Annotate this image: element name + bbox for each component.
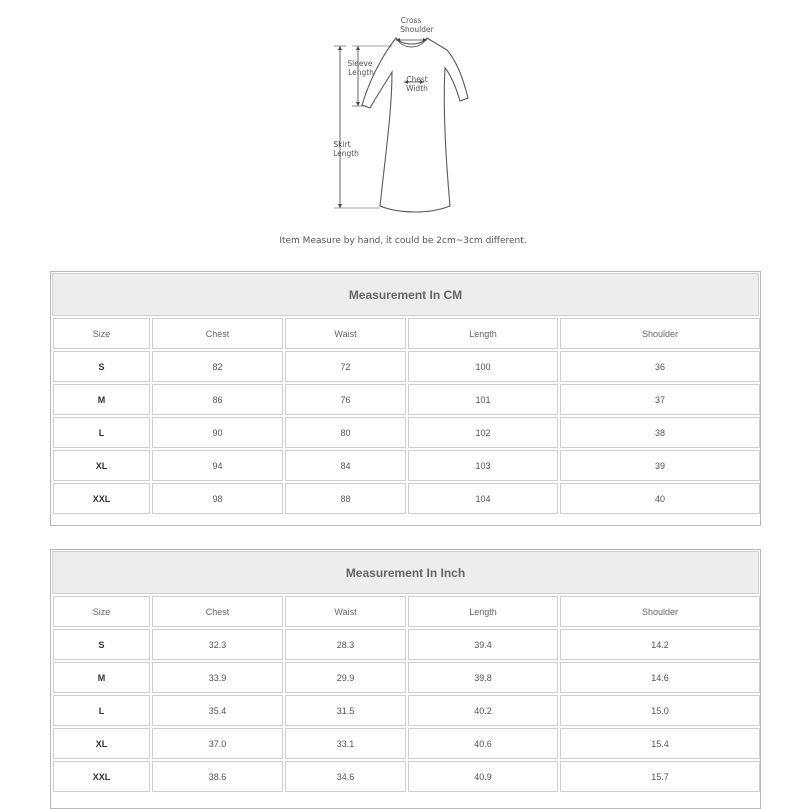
column-header: Shoulder bbox=[560, 596, 760, 627]
waist-cell: 84 bbox=[285, 450, 406, 481]
length-cell: 39.8 bbox=[408, 662, 558, 693]
size-cell: XXL bbox=[53, 483, 150, 514]
length-cell: 39.4 bbox=[408, 629, 558, 660]
label-cross-shoulder-1: Cross bbox=[400, 16, 422, 25]
dress-outline bbox=[362, 38, 468, 212]
chest-cell: 98 bbox=[152, 483, 283, 514]
waist-cell: 76 bbox=[285, 384, 406, 415]
label-skirt-length-2: Length bbox=[333, 149, 359, 158]
size-cell: L bbox=[53, 417, 150, 448]
inch-table-title: Measurement In Inch bbox=[52, 551, 759, 594]
shoulder-cell: 37 bbox=[560, 384, 760, 415]
shoulder-cell: 15.4 bbox=[560, 728, 760, 759]
waist-cell: 29.9 bbox=[285, 662, 406, 693]
shoulder-cell: 14.2 bbox=[560, 629, 760, 660]
waist-cell: 34.6 bbox=[285, 761, 406, 792]
table-row bbox=[53, 629, 760, 660]
waist-cell: 31.5 bbox=[285, 695, 406, 726]
column-header: Chest bbox=[152, 318, 283, 349]
shoulder-cell: 14.6 bbox=[560, 662, 760, 693]
length-cell: 104 bbox=[408, 483, 558, 514]
cm-table-title: Measurement In CM bbox=[52, 273, 759, 316]
inch-size-grid bbox=[51, 594, 762, 794]
label-skirt-length-1: Skirt bbox=[333, 140, 351, 149]
shoulder-cell: 39 bbox=[560, 450, 760, 481]
length-cell: 40.9 bbox=[408, 761, 558, 792]
inch-measurement-table bbox=[50, 549, 761, 809]
dress-outline-illustration bbox=[300, 10, 500, 225]
column-header: Shoulder bbox=[560, 318, 760, 349]
size-cell: XL bbox=[53, 728, 150, 759]
cm-measurement-table bbox=[50, 271, 761, 526]
table-row bbox=[53, 695, 760, 726]
column-header: Waist bbox=[285, 596, 406, 627]
label-chest-width-2: Width bbox=[406, 84, 428, 93]
size-cell: M bbox=[53, 384, 150, 415]
length-cell: 40.2 bbox=[408, 695, 558, 726]
chest-cell: 82 bbox=[152, 351, 283, 382]
size-cell: S bbox=[53, 351, 150, 382]
size-cell: M bbox=[53, 662, 150, 693]
column-header: Waist bbox=[285, 318, 406, 349]
label-sleeve-length-1: Sleeve bbox=[347, 59, 373, 68]
length-cell: 102 bbox=[408, 417, 558, 448]
table-row bbox=[53, 728, 760, 759]
length-cell: 40.6 bbox=[408, 728, 558, 759]
shoulder-cell: 15.7 bbox=[560, 761, 760, 792]
size-cell: S bbox=[53, 629, 150, 660]
waist-cell: 33.1 bbox=[285, 728, 406, 759]
table-row bbox=[53, 417, 760, 448]
waist-cell: 80 bbox=[285, 417, 406, 448]
shoulder-cell: 15.0 bbox=[560, 695, 760, 726]
measurement-note: Item Measure by hand, it could be 2cm~3cm different. bbox=[279, 236, 527, 246]
table-row bbox=[53, 384, 760, 415]
chest-cell: 90 bbox=[152, 417, 283, 448]
table-row bbox=[53, 483, 760, 514]
table-row bbox=[53, 761, 760, 792]
label-sleeve-length-2: Length bbox=[348, 68, 374, 77]
shoulder-cell: 38 bbox=[560, 417, 760, 448]
label-chest-width-1: Chest bbox=[406, 75, 428, 84]
chest-cell: 86 bbox=[152, 384, 283, 415]
table-header-row bbox=[53, 596, 760, 627]
length-cell: 100 bbox=[408, 351, 558, 382]
size-cell: XL bbox=[53, 450, 150, 481]
size-cell: XXL bbox=[53, 761, 150, 792]
column-header: Length bbox=[408, 596, 558, 627]
table-row bbox=[53, 450, 760, 481]
waist-cell: 88 bbox=[285, 483, 406, 514]
column-header: Size bbox=[53, 318, 150, 349]
dress-measurement-diagram bbox=[300, 10, 500, 225]
length-cell: 101 bbox=[408, 384, 558, 415]
chest-cell: 94 bbox=[152, 450, 283, 481]
chest-cell: 38.6 bbox=[152, 761, 283, 792]
column-header: Size bbox=[53, 596, 150, 627]
length-cell: 103 bbox=[408, 450, 558, 481]
size-cell: L bbox=[53, 695, 150, 726]
column-header: Chest bbox=[152, 596, 283, 627]
column-header: Length bbox=[408, 318, 558, 349]
shoulder-cell: 40 bbox=[560, 483, 760, 514]
table-row bbox=[53, 662, 760, 693]
table-row bbox=[53, 351, 760, 382]
chest-cell: 32.3 bbox=[152, 629, 283, 660]
chest-cell: 33.9 bbox=[152, 662, 283, 693]
shoulder-cell: 36 bbox=[560, 351, 760, 382]
chest-cell: 35.4 bbox=[152, 695, 283, 726]
table-header-row bbox=[53, 318, 760, 349]
label-cross-shoulder-2: Shoulder bbox=[400, 25, 434, 34]
waist-cell: 28.3 bbox=[285, 629, 406, 660]
waist-cell: 72 bbox=[285, 351, 406, 382]
cm-size-grid bbox=[51, 316, 762, 516]
chest-cell: 37.0 bbox=[152, 728, 283, 759]
